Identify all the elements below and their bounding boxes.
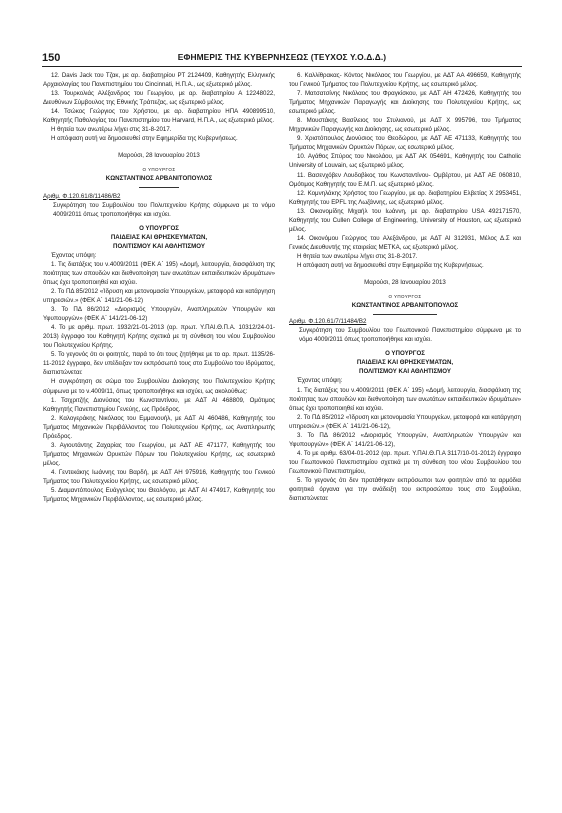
ministry-heading: ΠΟΛΙΤΙΣΜΟΥ ΚΑΙ ΑΘΛΗΤΙΣΜΟΥ [359, 368, 451, 376]
decision-id: Αριθμ. Φ.120.61/7/11484/Β2 [289, 318, 367, 326]
considering-label: Έχοντας υπόψη: [297, 377, 343, 385]
publication-note: Η απόφαση αυτή να δημοσιευθεί στην Εφημερίδα της Κυβερνήσεως. [297, 261, 484, 269]
signer-name: ΚΩΝΣΤΑΝΤΙΝΟΣ ΑΡΒΑΝΙΤΟΠΟΥΛΟΣ [351, 302, 459, 310]
right-column [289, 71, 521, 503]
body-paragraph: 1. Τις διατάξεις του ν.4009/2011 (ΦΕΚ Α΄ 195) «Δομή, λειτουργία, διασφάλιση της ποιότητας των σπουδών και διεθνοποίηση των ανωτάτων εκπαιδευτικών ιδρυμάτων» όπως έχει τροποποιηθεί και ισχύει. [43, 260, 275, 286]
body-paragraph: 3. Το ΠΔ 86/2012 «Διορισμός Υπουργών, Αναπληρωτών Υπουργών και Υφυπουργών» (ΦΕΚ Α΄ 141/21-06-12), [289, 431, 521, 448]
member-item: 2. Καλογεράκης Νικόλαος του Εμμανουήλ, με ΑΔΤ ΑΙ 460486, Καθηγητής του Τμήματος Μηχανικών Περιβάλλοντος του Πολυτεχνείου Κρήτης, ως Αναπληρωτής Πρόεδρος. [43, 414, 275, 440]
term-note: Η θητεία των ανωτέρω λήγει στις 31-8-2017. [51, 126, 172, 134]
member-item: 10. Αγάθος Σπύρος του Νικολάου, με ΑΔΤ ΑΚ 054691, Καθηγητής του Catholic University of Louvain, ως εξωτερικό μέλος. [289, 153, 521, 170]
member-item: 12. Davis Jack του Τζακ, με αρ. διαβατηρίου PT 2124409, Καθηγητής Ελληνικής Αρχαιολογίας του Πανεπιστημίου του Cincinnati, Η.Π.Α., ως εξωτερικό μέλος. [43, 72, 275, 89]
body-paragraph: 4. Το με αριθμ. 63/04-01-2012 (αρ. πρωτ. Υ.ΠΑΙ.Θ.Π.Α 3117/10-01-2012) έγγραφο του Γεωπονικού Πανεπιστημίου σχετικά με τη σύνθεση του νέου Συμβουλίου του Γεωπονικού Πανεπιστημίου, [289, 449, 521, 475]
member-item: 8. Μουστάκης Βασίλειος του Στυλιανού, με ΑΔΤ Χ 995796, του Τμήματος Μηχανικών Παραγωγής και Διοίκησης, ως εσωτερικό μέλος. [289, 117, 521, 134]
member-item: 11. Βασενχόβεν Λουδοβίκος του Κωνσταντίνου- Ομβέρτου, με ΑΔΤ ΑΕ 060810, Ομότιμος Καθηγητής του Ε.Μ.Π. ως εξωτερικό μέλος. [289, 171, 521, 188]
header-divider [42, 66, 522, 67]
minister-heading: Ο ΥΠΟΥΡΓΟΣ [385, 350, 425, 358]
signing-date: Μαρούσι, 28 Ιανουαρίου 2013 [118, 152, 200, 160]
body-paragraph: 1. Τις διατάξεις του ν.4009/2011 (ΦΕΚ Α΄ 195) «Δομή, λειτουργία, διασφάλιση της ποιότητας των σπουδών και διεθνοποίηση των ανωτάτων εκπαιδευτικών ιδρυμάτων» όπως έχει τροποποιηθεί και ισχύει. [289, 386, 521, 412]
page-number: 150 [42, 52, 61, 64]
member-item: 9. Χριστόπουλος Διονύσιος του Θεοδώρου, με ΑΔΤ ΑΕ 471133, Καθηγητής του Τμήματος Μηχανικών Ορυκτών Πόρων, ως εσωτερικό μέλος. [289, 135, 521, 152]
signer-name: ΚΩΝΣΤΑΝΤΙΝΟΣ ΑΡΒΑΝΙΤΟΠΟΥΛΟΣ [105, 175, 213, 183]
ministry-heading: ΠΑΙΔΕΙΑΣ ΚΑΙ ΘΡΗΣΚΕΥΜΑΤΩΝ, [110, 233, 208, 241]
signing-date: Μαρούσι, 28 Ιανουαρίου 2013 [364, 279, 446, 287]
left-column [43, 71, 275, 504]
body-paragraph: Η συγκρότηση σε σώμα του Συμβουλίου Διοίκησης του Πολυτεχνείου Κρήτης σύμφωνα με το ν.4009/11, όπως τροποποιήθηκε και ισχύει, ως ακολούθως: [43, 378, 275, 395]
signer-title: Ο ΥΠΟΥΡΓΟΣ [388, 294, 422, 300]
decision-subject: Συγκρότηση του Συμβουλίου του Γεωπονικού Πανεπιστημίου σύμφωνα με το νόμο 4009/2011 όπως τροποποιήθηκε και ισχύει. [299, 327, 521, 344]
member-item: 3. Αγιουτάντης Ζαχαρίας του Γεωργίου, με ΑΔΤ ΑΕ 471177, Καθηγητής του Τμήματος Μηχανικών Ορυκτών Πόρων του Πολυτεχνείου Κρήτης, ως εσωτερικό μέλος. [43, 441, 275, 467]
minister-heading: Ο ΥΠΟΥΡΓΟΣ [139, 224, 179, 232]
body-paragraph: 2. Το ΠΔ 85/2012 «Ίδρυση και μετονομασία Υπουργείων, μεταφορά και κατάργηση υπηρεσιών.» (ΦΕΚ Α΄ 141/21-06-12), [289, 413, 521, 430]
member-item: 12. Κομνηλάκης Χρήστος του Γεωργίου, με αρ. διαβατηρίου Ελβετίας Χ 2953451, Καθηγητής του EPFL της Λωζάννης, ως εξωτερικό μέλος. [289, 189, 521, 206]
ministry-heading: ΠΟΛΙΤΙΣΜΟΥ ΚΑΙ ΑΘΛΗΤΙΣΜΟΥ [113, 242, 205, 250]
ministry-heading: ΠΑΙΔΕΙΑΣ ΚΑΙ ΘΡΗΣΚΕΥΜΑΤΩΝ, [356, 359, 454, 367]
body-paragraph: 5. Το γεγονός ότι οι φοιτητές, παρά το ότι τους ζητήθηκε με το αρ. πρωτ. 1135/26-11-2012 έγγραφο, δεν υπέδειξαν τον εκπρόσωπό τους στο Συμβούλιο του Ιδρύματος, διαπιστώνεται: [43, 351, 275, 377]
member-item: 14. Τσώκος Γεώργιος του Χρήστου, με αρ. διαβατηρίου ΗΠΑ 490899510, Καθηγητής Παθολογίας του Πανεπιστημίου του Harvard, Η.Π.Α., ως εξωτερικό μέλος. [43, 108, 275, 125]
body-paragraph: 3. Το ΠΔ 86/2012 «Διορισμός Υπουργών, Αναπληρωτών Υπουργών και Υφυπουργών» (ΦΕΚ Α΄ 141/21-06-12) [43, 306, 275, 323]
body-paragraph: 2. Το ΠΔ 85/2012 «Ίδρυση και μετονομασία Υπουργείων, μεταφορά και κατάργηση υπηρεσιών.» (ΦΕΚ Α΄ 141/21-06-12) [43, 287, 275, 305]
member-item: 13. Οικονομίδης Μιχαήλ του Ιωάννη, με αρ. διαβατηρίου USA 492171570, Καθηγητής του Cullen College of Engineering, University of Houston, ως εξωτερικό μέλος. [289, 207, 521, 233]
signer-title: Ο ΥΠΟΥΡΓΟΣ [142, 167, 176, 173]
member-item: 7. Ματσατσίνης Νικόλαος του Φραγκίσκου, με ΑΔΤ ΑΗ 472426, Καθηγητής του Τμήματος Μηχανικών Παραγωγής και Διοίκησης του Πολυτεχνείου Κρήτης, ως εσωτερικό μέλος. [289, 90, 521, 116]
body-paragraph: 4. Το με αριθμ. πρωτ. 1932/21-01-2013 (αρ. πρωτ. Υ.ΠΑΙ.Θ.Π.Α. 10312/24-01-2013) έγγραφο του Καθηγητή Κρήτης σχετικά με τη σύνθεση του νέου Συμβουλίου του Πολυτεχνείου Κρήτης. [43, 324, 275, 350]
publication-note: Η απόφαση αυτή να δημοσιευθεί στην Εφημερίδα της Κυβερνήσεως. [51, 135, 238, 143]
considering-label: Έχοντας υπόψη: [51, 251, 97, 259]
member-item: 5. Διαμαντόπουλος Ευάγγελος του Θεολόγου, με ΑΔΤ ΑΙ 474917, Καθηγητής του Τμήματος Μηχανικών Περιβάλλοντος, ως εσωτερικό μέλος. [43, 487, 275, 504]
member-item: 13. Τουρκολιάς Αλέξανδρος του Γεωργίου, με αρ. διαβατηρίου Α 12248022, Διευθύνων Σύμβουλος της Εθνικής Τράπεζας, ως εξωτερικό μέλος. [43, 90, 275, 107]
page-header [42, 52, 522, 64]
decision-id: Αριθμ. Φ.120.61/8/11486/Β2 [43, 192, 121, 200]
decision-subject: Συγκρότηση του Συμβουλίου του Πολυτεχνείου Κρήτης σύμφωνα με το νόμο 4009/2011 όπως τροποποιήθηκε και ισχύει. [53, 201, 275, 218]
section-divider [139, 187, 179, 188]
member-item: 1. Τσιχριτζής Διονύσιος του Κωνσταντίνου, με ΑΔΤ ΑΙ 468809, Ομότιμος Καθηγητής Πανεπιστημίου Γενεύης, ως Πρόεδρος. [43, 396, 275, 413]
term-note: Η θητεία των ανωτέρω λήγει στις 31-8-2017. [297, 252, 418, 260]
body-paragraph: 5. Το γεγονός ότι δεν προτάθηκαν εκπρόσωποι των φοιτητών από τα αρμόδια φοιτητικά όργανα για την ανάδειξη του εκπροσώπου τους στο Συμβούλιο, διαπιστώνεται: [289, 476, 521, 503]
member-item: 4. Γεντεκάκης Ιωάννης του Βαρδή, με ΑΔΤ ΑΗ 975916, Καθηγητής του Γενικού Τμήματος του Πολυτεχνείου Κρήτης, ως εσωτερικό μέλος. [43, 468, 275, 485]
member-item: 14. Οικονόμου Γεώργιος του Αλεξάνδρου, με ΑΔΤ ΑΙ 312931, Μέλος Δ.Σ και Γενικός Διευθυντής της εταιρείας ΜΕΤΚΑ, ως εξωτερικό μέλος. [289, 234, 521, 251]
member-item: 6. Καλλίθρακας- Κόντος Νικόλαος του Γεωργίου, με ΑΔΤ ΑΑ 496659, Καθηγητής του Γενικού Τμήματος του Πολυτεχνείου Κρήτης, ως εσωτερικό μέλος. [289, 72, 521, 89]
section-divider [373, 314, 437, 315]
gazette-title: ΕΦΗΜΕΡΙΣ ΤΗΣ ΚΥΒΕΡΝΗΣΕΩΣ (ΤΕΥΧΟΣ Υ.Ο.Δ.Δ.) [177, 52, 387, 62]
